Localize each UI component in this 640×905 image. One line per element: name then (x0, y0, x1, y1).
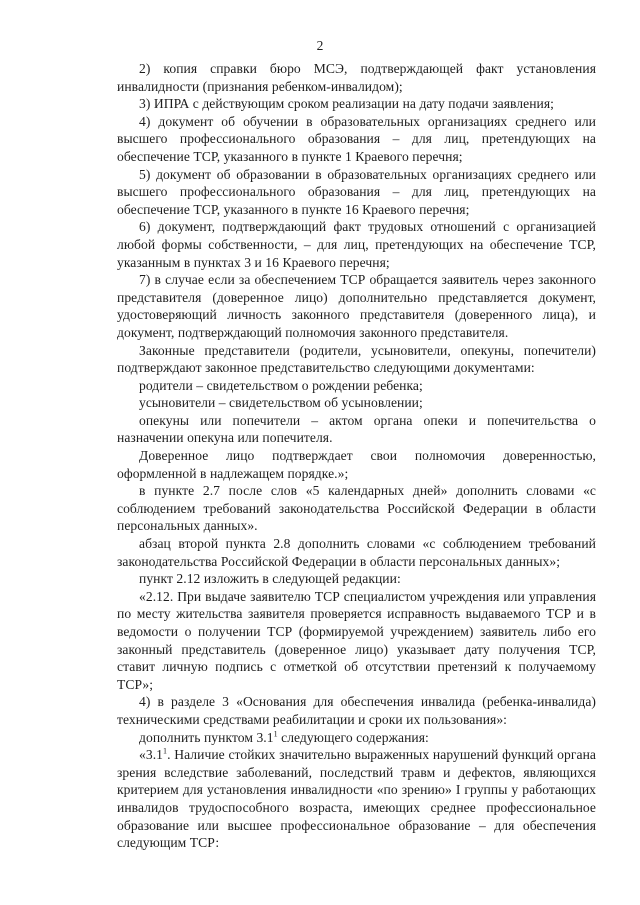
paragraph-clause-2-12: «2.12. При выдаче заявителю ТСР специалистом учреждения или управления по месту жительства заявителя проверяется исправность выдаваемого ТСР и в ведомости о получении ТСР (формируемой учреждением) заявитель либо его законный представитель (доверенное лицо) указывает дату получения ТСР, ставит личную подпись с отметкой об отсутствии претензий к получаемому ТСР»; (117, 588, 596, 692)
paragraph-item-3: 3) ИПРА с действующим сроком реализации на дату подачи заявления; (139, 96, 554, 112)
addition-superscript: 1 (273, 729, 278, 739)
paragraph-clause-3-1-1 (117, 746, 596, 852)
paragraph-guardians: опекуны или попечители – актом органа опеки и попечительства о назначении опекуна или попечителя. (117, 412, 596, 446)
paragraph-item-4: 4) документ об обучении в образовательных организациях среднего или высшего профессионального образования – для лиц, претендующих на обеспечение ТСР, указанного в пункте 1 Краевого перечня; (117, 113, 596, 164)
paragraph-adopters: усыновители – свидетельством об усыновлении; (139, 395, 423, 411)
paragraph-item-2: 2) копия справки бюро МСЭ, подтверждающей факт установления инвалидности (признания ребенком-инвалидом); (117, 61, 596, 94)
clause-prefix: «3.1 (139, 747, 163, 763)
paragraph-trusted-person: Доверенное лицо подтверждает свои полномочия доверенностью, оформленной в надлежащем порядке.»; (117, 448, 596, 481)
paragraph-item-5: 5) документ об образовании в образовательных организациях среднего или высшего профессионального образования – для лиц, претендующих на обеспечение ТСР, указанного в пункте 16 Краевого перечня; (117, 166, 596, 217)
paragraph-clause-2-8: абзац второй пункта 2.8 дополнить словами «с соблюдением требований законодательства Российской Федерации в области персональных данных»; (117, 536, 596, 569)
paragraph-addition (117, 729, 596, 747)
paragraph-item-7: 7) в случае если за обеспечением ТСР обращается заявитель через законного представителя (доверенное лицо) дополнительно представляется документ, удостоверяющий личность законного представителя (доверенного лица), и документ, подтверждающий полномочия законного представителя. (117, 272, 596, 340)
clause-superscript: 1 (163, 746, 168, 756)
document-body (117, 60, 596, 852)
paragraph-item-6: 6) документ, подтверждающий факт трудовых отношений с организацией любой формы собственности, – для лиц, претендующих на обеспечение ТСР, указанным в пунктах 3 и 16 Краевого перечня; (117, 219, 596, 270)
paragraph-parents: родители – свидетельством о рождении ребенка; (139, 377, 423, 393)
addition-prefix: дополнить пунктом 3.1 (139, 729, 274, 745)
paragraph-clause-2-12-intro: пункт 2.12 изложить в следующей редакции: (139, 571, 401, 587)
paragraph-clause-2-7: в пункте 2.7 после слов «5 календарных дней» дополнить словами «с соблюдением требований законодательства Российской Федерации в области персональных данных». (117, 483, 596, 534)
clause-text: . Наличие стойких значительно выраженных нарушений функций органа зрения вследствие заболеваний, последствий травм и дефектов, являющихся критерием для установления инвалидности «по зрению» I группы у работающих инвалидов трудоспособного возраста, имеющих среднее профессиональное образование или высшее профессиональное образование – для обеспечения следующим ТСР: (117, 747, 596, 851)
paragraph-legal-representatives: Законные представители (родители, усыновители, опекуны, попечители) подтверждают законное представительство следующими документами: (117, 342, 596, 376)
paragraph-section-3: 4) в разделе 3 «Основания для обеспечения инвалида (ребенка-инвалида) техническими средствами реабилитации и сроки их пользования»: (117, 694, 596, 727)
page-number: 2 (316, 38, 324, 53)
addition-suffix: следующего содержания: (277, 729, 429, 745)
